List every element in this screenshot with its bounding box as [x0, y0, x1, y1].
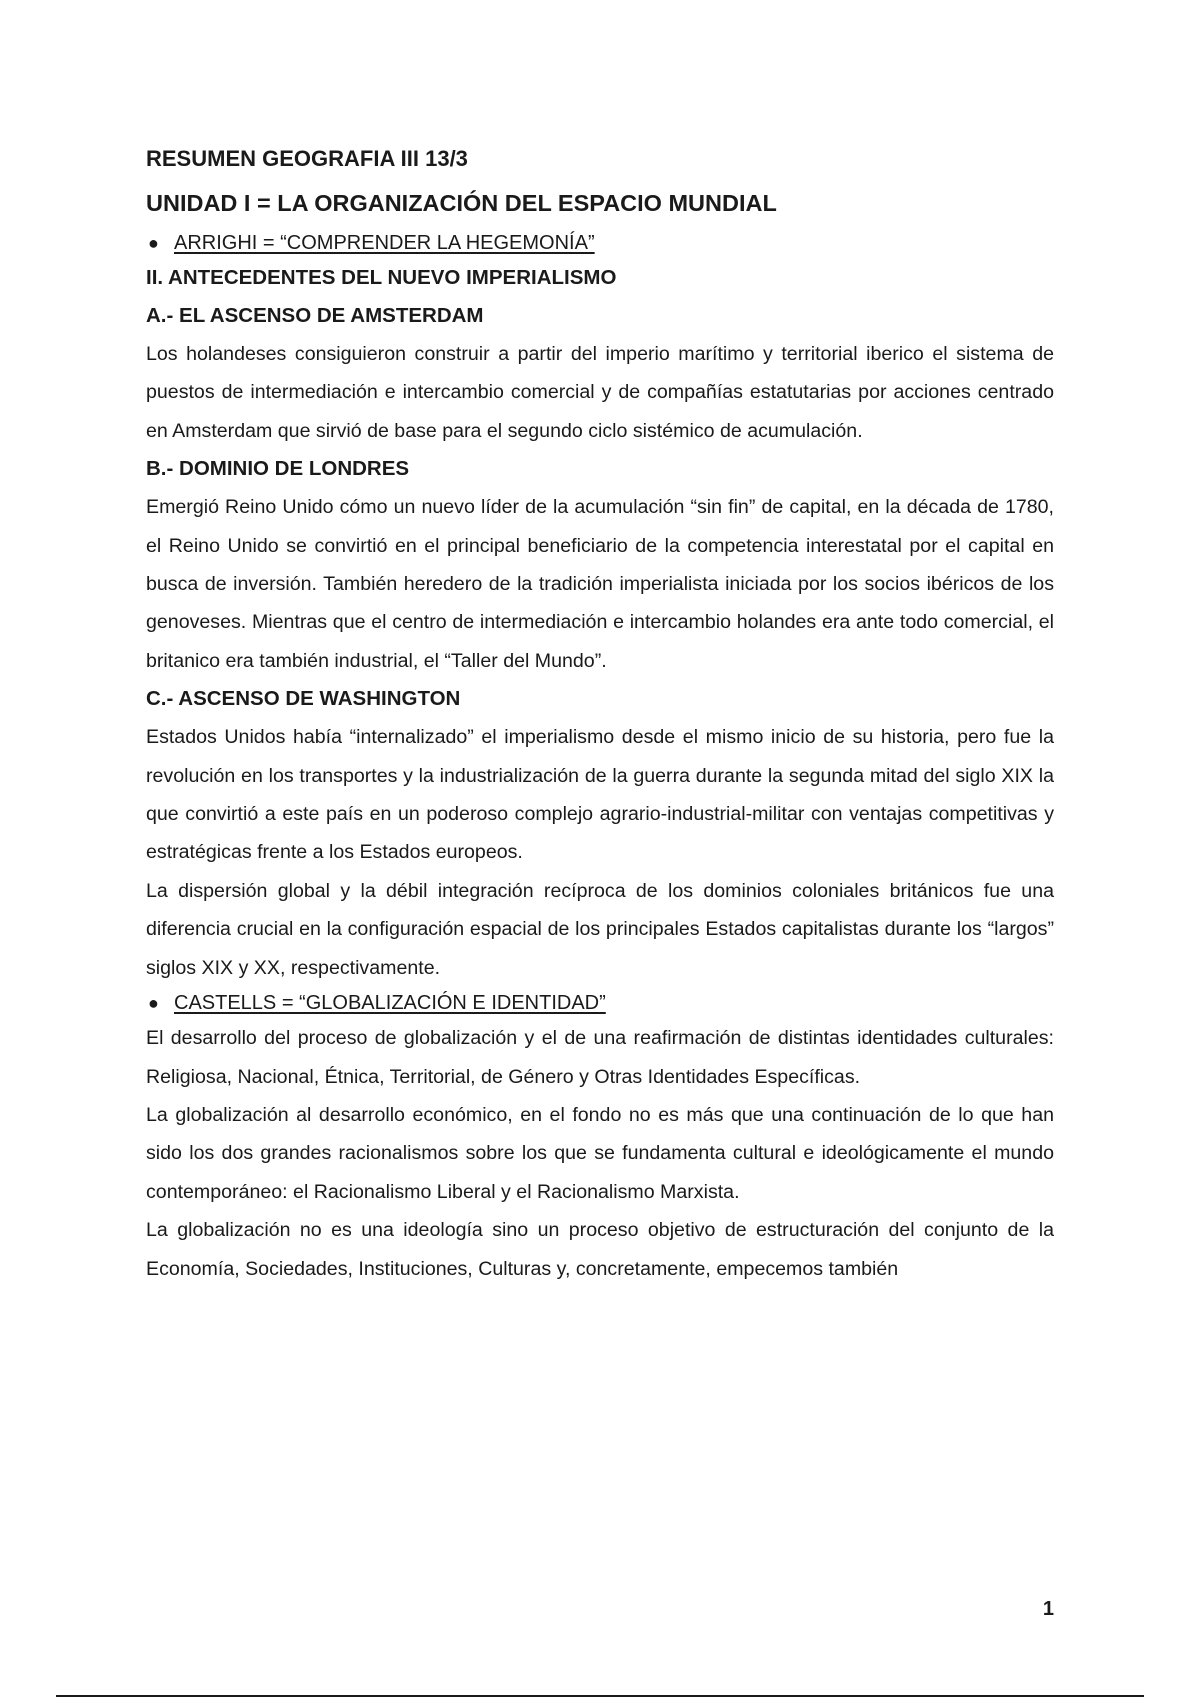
- section-subtitle-antecedentes: II. ANTECEDENTES DEL NUEVO IMPERIALISMO: [146, 266, 617, 289]
- paragraph-washington-2: La dispersión global y la débil integración recíproca de los dominios coloniales británicos fue una diferencia crucial en la configuración espacial de los principales Estados capitalistas durante los “largos” siglos XIX y XX, respectivamente.: [146, 879, 1054, 979]
- bullet-dot-icon: ●: [148, 993, 159, 1014]
- paragraph-castells-3: La globalización no es una ideología sino un proceso objetivo de estructuración del conjunto de la Economía, Sociedades, Instituciones, Culturas y, concretamente, empecemos también: [146, 1219, 1054, 1280]
- paragraph-londres: Emergió Reino Unido cómo un nuevo líder de la acumulación “sin fin” de capital, en la década de 1780, el Reino Unido se convirtió en el principal beneficiario de la competencia interestatal por el capital en busca de inversión. También heredero de la tradición imperialista iniciada por los socios ibéricos de los genoveses. Mientras que el centro de intermediación e intercambio holandes era ante todo comercial, el britanico era también industrial, el “Taller del Mundo”.: [146, 496, 1054, 672]
- document-title: RESUMEN GEOGRAFIA III 13/3: [146, 146, 468, 171]
- paragraph-castells-1: El desarrollo del proceso de globalización y el de una reafirmación de distintas identidades culturales: Religiosa, Nacional, Étnica, Territorial, de Género y Otras Identidades Específicas.: [146, 1027, 1054, 1088]
- footer-divider: [56, 1695, 1144, 1697]
- paragraph-amsterdam: Los holandeses consiguieron construir a partir del imperio marítimo y territorial iberico el sistema de puestos de intermediación e intercambio comercial y de compañías estatutarias por acciones centrado en Amsterdam que sirvió de base para el segundo ciclo sistémico de acumulación.: [146, 343, 1054, 442]
- arrighi-bullet-text: ARRIGHI = “COMPRENDER LA HEGEMONÍA”: [174, 232, 595, 254]
- castells-bullet-item: [146, 987, 1054, 1019]
- arrighi-bullet-item: [146, 227, 1054, 259]
- paragraph-castells-2: La globalización al desarrollo económico, en el fondo no es más que una continuación de lo que han sido los dos grandes racionalismos sobre los que se fundamenta cultural e ideológicamente el mundo contemporáneo: el Racionalismo Liberal y el Racionalismo Marxista.: [146, 1103, 1054, 1203]
- heading-dominio-londres: B.- DOMINIO DE LONDRES: [146, 457, 410, 481]
- page-number: 1: [1042, 1598, 1054, 1620]
- paragraph-washington-1: Estados Unidos había “internalizado” el imperialismo desde el mismo inicio de su historia, pero fue la revolución en los transportes y la industrialización de la guerra durante la segunda mitad del siglo XIX la que convirtió a este país en un poderoso complejo agrario-industrial-militar con ventajas competitivas y estratégicas frente a los Estados europeos.: [146, 726, 1054, 864]
- page-content: [146, 142, 1054, 1288]
- heading-ascenso-amsterdam: A.- EL ASCENSO DE AMSTERDAM: [146, 304, 484, 327]
- heading-ascenso-washington: C.- ASCENSO DE WASHINGTON: [146, 687, 461, 711]
- castells-bullet-text: CASTELLS = “GLOBALIZACIÓN E IDENTIDAD”: [174, 992, 606, 1015]
- unit-title: UNIDAD I = LA ORGANIZACIÓN DEL ESPACIO MUNDIAL: [146, 190, 777, 216]
- bullet-dot-icon: ●: [148, 233, 159, 253]
